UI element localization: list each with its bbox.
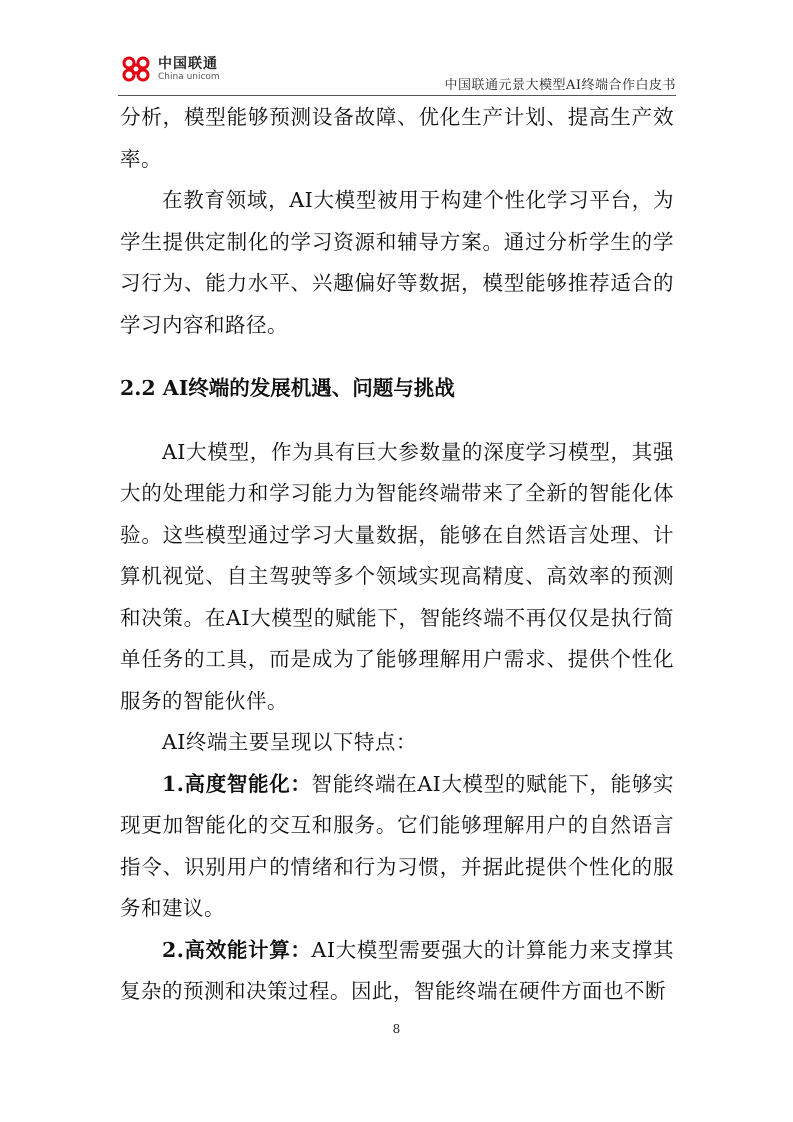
paragraph-4: AI终端主要呈现以下特点： — [162, 730, 417, 754]
header-divider — [118, 95, 676, 96]
china-unicom-knot-icon — [118, 54, 154, 84]
page-header — [118, 48, 676, 96]
list-item-2 — [120, 930, 674, 1013]
list-item-2-label: 2.高效能计算： — [162, 937, 312, 962]
page-body — [120, 97, 674, 1013]
page-number: 8 — [392, 1022, 401, 1036]
logo-english-text: China unicom — [158, 72, 220, 82]
paragraph-3: AI大模型，作为具有巨大参数量的深度学习模型，其强大的处理能力和学习能力为智能终端带来了全新的智能化体验。这些模型通过学习大量数据，能够在自然语言处理、计算机视觉、自主驾驶等多个领域实现高精度、高效率的预测和决策。在AI大模型的赋能下，智能终端不再仅仅是执行简单任务的工具，而是成为了能够理解用户需求、提供个性化服务的智能伙伴。 — [120, 439, 674, 713]
list-item-1-label: 1.高度智能化： — [162, 771, 312, 796]
china-unicom-logo — [118, 48, 248, 92]
paragraph-2: 在教育领域，AI大模型被用于构建个性化学习平台，为学生提供定制化的学习资源和辅导方案。通过分析学生的学习行为、能力水平、兴趣偏好等数据，模型能够推荐适合的学习内容和路径。 — [120, 188, 674, 337]
list-item-1-text: 智能终端在AI大模型的赋能下，能够实现更加智能化的交互和服务。它们能够理解用户的自然语言指令、识别用户的情绪和行为习惯，并据此提供个性化的服务和建议。 — [120, 771, 674, 920]
document-title: 中国联通元景大模型AI终端合作白皮书 — [444, 78, 676, 93]
paragraph-1: 分析，模型能够预测设备故障、优化生产计划、提高生产效率。 — [120, 105, 674, 171]
list-item-2-text: AI大模型需要强大的计算能力来支撑其复杂的预测和决策过程。因此，智能终端在硬件方面也不断 — [120, 937, 674, 1003]
section-heading: 2.2 AI终端的发展机遇、问题与挑战 — [120, 376, 455, 400]
list-item-1 — [120, 764, 674, 930]
logo-chinese-text: 中国联通 — [158, 56, 218, 72]
